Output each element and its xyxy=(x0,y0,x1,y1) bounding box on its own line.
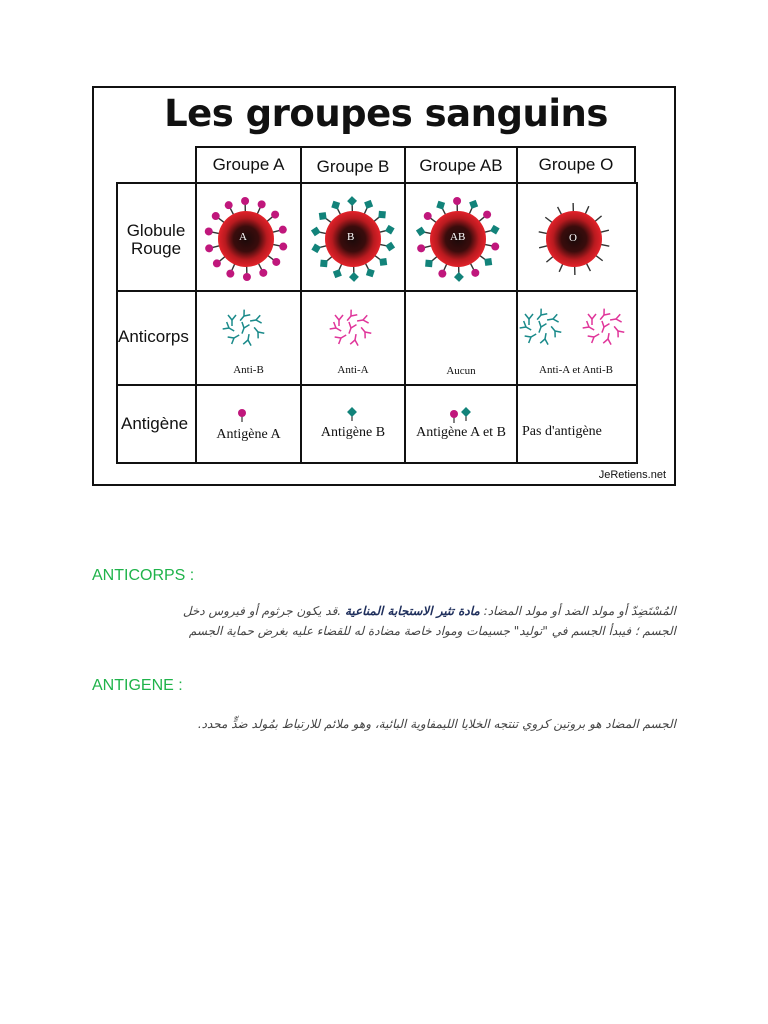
figure-credit: JeRetiens.net xyxy=(598,469,666,481)
cell-label-a: A xyxy=(239,231,247,243)
anticorps-line-2: الجسم ؛ فيبدأ الجسم في "توليد" جسيمات ومواد خاصة مضادة له للقضاء عليه بغرض حماية الجسم xyxy=(188,624,676,638)
antigen-label-b: Antigène B xyxy=(320,425,386,440)
antibody-label-o: Anti-A et Anti-B xyxy=(539,364,613,376)
antigene-text xyxy=(86,714,676,734)
antigen-label-o: Pas d'antigène xyxy=(522,424,602,439)
antigen-label-ab: Antigène A et B xyxy=(416,425,506,440)
blood-groups-figure xyxy=(92,86,676,486)
anticorps-text xyxy=(86,601,676,641)
column-header-a: Groupe A xyxy=(212,155,285,174)
anticorps-line-1-part-3: .قد يكون جرثوم أو فيروس دخل xyxy=(182,604,345,618)
antigen-icons xyxy=(238,407,471,423)
antibody-label-ab: Aucun xyxy=(446,365,476,377)
column-header-ab: Groupe AB xyxy=(419,156,503,175)
antigen-label-a: Antigène A xyxy=(216,427,281,442)
anticorps-line-1-part-1: المُسْتَضِدّ أو مولد الضد أو مولد المضاد: xyxy=(479,604,676,618)
column-header-b: Groupe B xyxy=(316,157,390,176)
antibody-label-a: Anti-B xyxy=(233,364,264,376)
cell-label-ab: AB xyxy=(450,231,466,243)
anticorps-line-1 xyxy=(86,601,676,621)
row-label-antigen: Antigène xyxy=(121,414,189,433)
cell-label-o: O xyxy=(569,232,577,244)
column-header-o: Groupe O xyxy=(538,155,614,174)
antigene-line-1: الجسم المضاد هو بروتين كروي تنتجه الخلايا الليمفاوية البائية، وهو ملائم للارتباط بمُولد ضدٍّ محدد. xyxy=(197,717,676,731)
row-label-antibodies: Anticorps xyxy=(118,327,189,346)
heading-antigene: ANTIGENE : xyxy=(92,677,183,694)
antibody-icons xyxy=(223,309,625,346)
figure-title: Les groupes sanguins xyxy=(164,92,608,135)
cell-label-b: B xyxy=(347,231,355,243)
anticorps-line-1-highlight: مادة تثير الاستجابة المناعية xyxy=(344,604,480,618)
antibody-label-b: Anti-A xyxy=(337,364,369,376)
row-label-red-cell: Globule Rouge xyxy=(126,221,186,258)
heading-anticorps: ANTICORPS : xyxy=(92,567,195,584)
